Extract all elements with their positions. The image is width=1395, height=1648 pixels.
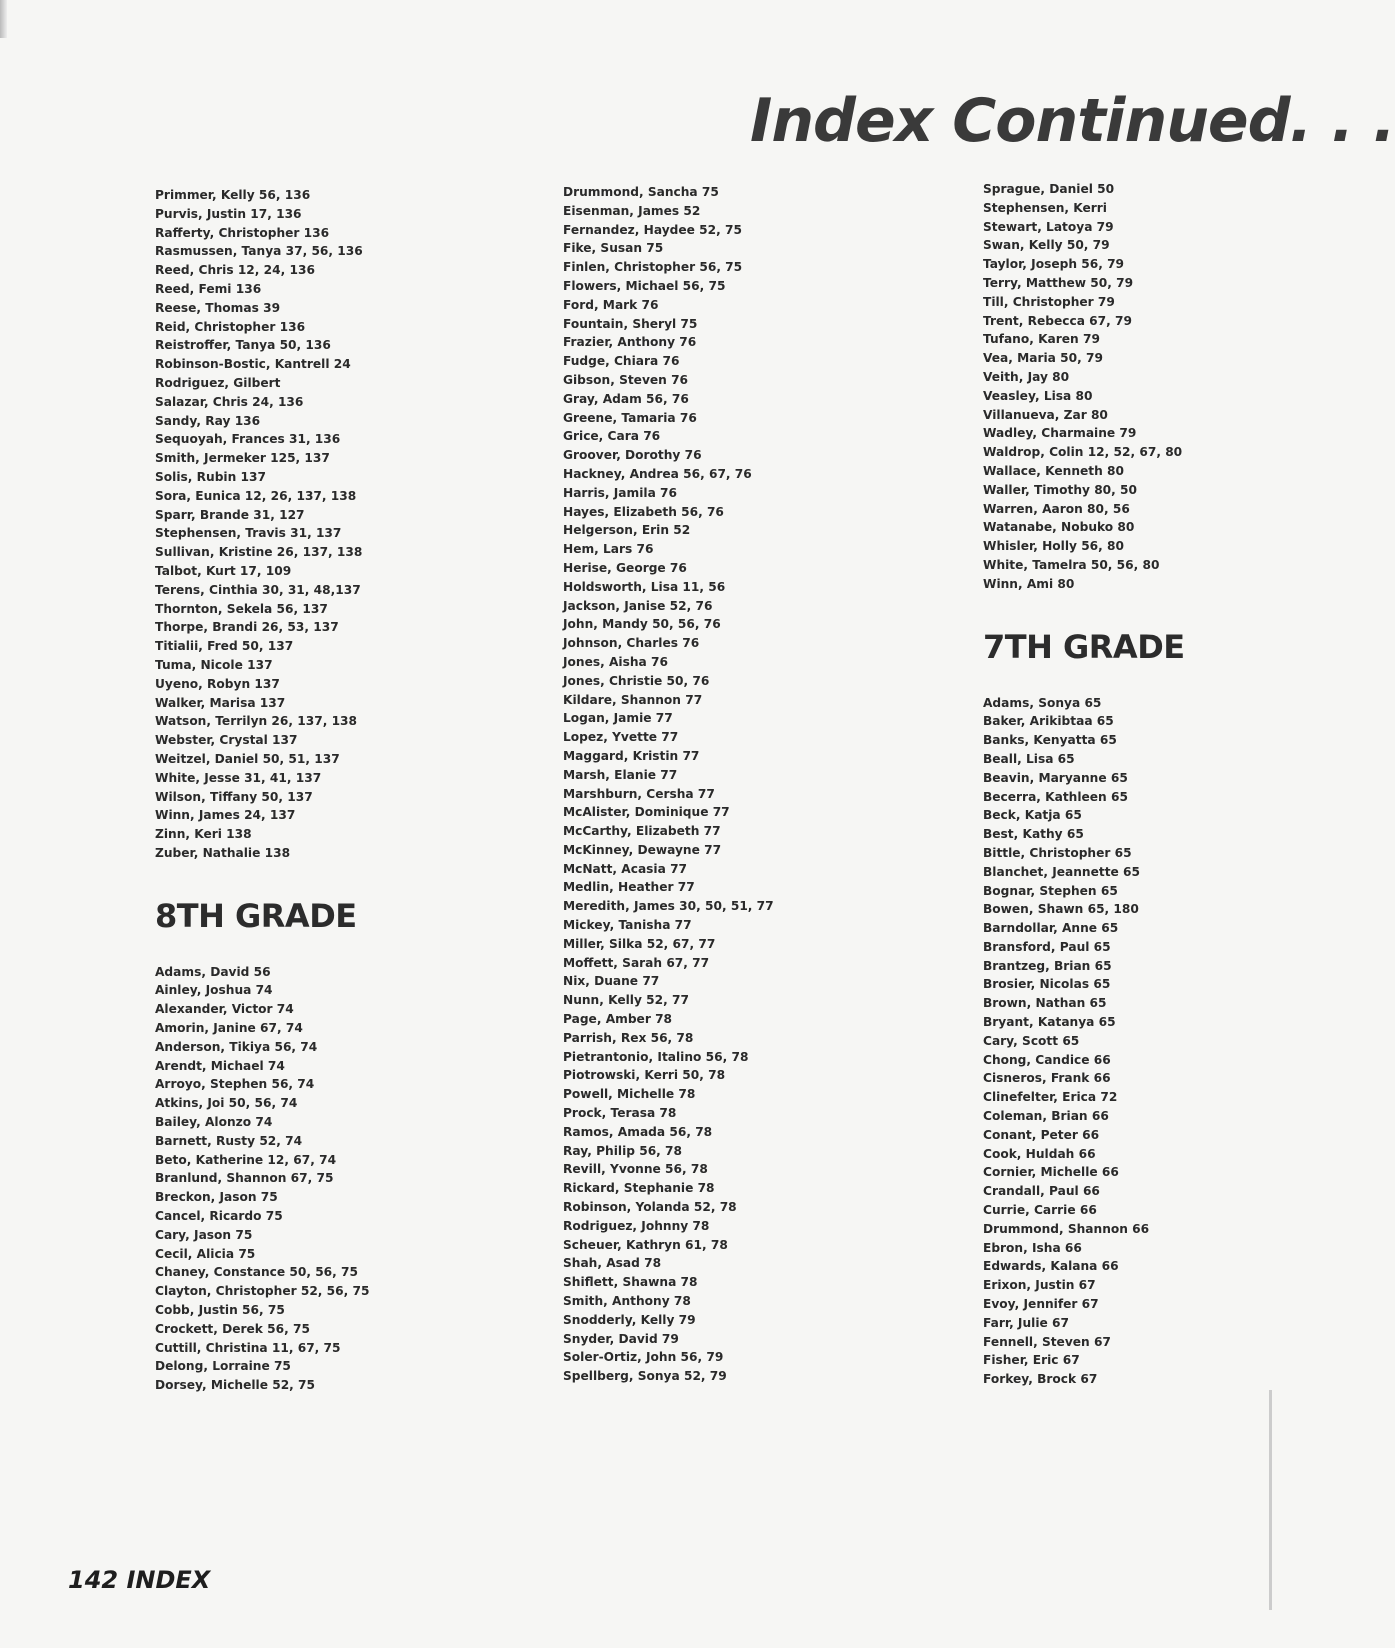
index-entry: Hayes, Elizabeth 56, 76 xyxy=(563,504,724,519)
index-list xyxy=(563,183,943,1386)
index-entry: Medlin, Heather 77 xyxy=(563,880,695,895)
index-entry: Stephensen, Kerri xyxy=(983,200,1107,215)
index-entry: Meredith, James 30, 50, 51, 77 xyxy=(563,899,774,914)
index-entry: Breckon, Jason 75 xyxy=(155,1190,278,1205)
scan-right-edge xyxy=(1269,1390,1272,1610)
index-entry: Helgerson, Erin 52 xyxy=(563,523,691,538)
index-entry: Johnson, Charles 76 xyxy=(563,636,700,651)
index-entry: Shiflett, Shawna 78 xyxy=(563,1275,698,1290)
index-entry: Sequoyah, Frances 31, 136 xyxy=(155,432,341,447)
index-entry: Hem, Lars 76 xyxy=(563,542,654,557)
index-entry: Edwards, Kalana 66 xyxy=(983,1259,1119,1274)
index-entry: Swan, Kelly 50, 79 xyxy=(983,238,1110,253)
index-entry: Currie, Carrie 66 xyxy=(983,1203,1097,1218)
index-entry: Prock, Terasa 78 xyxy=(563,1106,677,1121)
index-entry: Revill, Yvonne 56, 78 xyxy=(563,1162,708,1177)
index-entry: Gray, Adam 56, 76 xyxy=(563,391,689,406)
index-entry: Dorsey, Michelle 52, 75 xyxy=(155,1378,316,1393)
index-entry: Reese, Thomas 39 xyxy=(155,300,281,315)
index-entry: Terry, Matthew 50, 79 xyxy=(983,275,1134,290)
index-entry: Best, Kathy 65 xyxy=(983,827,1084,842)
index-entry: Evoy, Jennifer 67 xyxy=(983,1297,1099,1312)
index-entry: Scheuer, Kathryn 61, 78 xyxy=(563,1237,728,1252)
index-entry: Alexander, Victor 74 xyxy=(155,1002,294,1017)
index-entry: Cisneros, Frank 66 xyxy=(983,1071,1111,1086)
index-entry: Watson, Terrilyn 26, 137, 138 xyxy=(155,714,358,729)
page-folio: 142 INDEX xyxy=(68,1566,211,1594)
index-entry: Clinefelter, Erica 72 xyxy=(983,1090,1118,1105)
section-heading-8th-grade: 8TH GRADE xyxy=(155,896,357,935)
index-entry: Snodderly, Kelly 79 xyxy=(563,1312,696,1327)
index-list xyxy=(983,180,1363,594)
index-entry: Anderson, Tikiya 56, 74 xyxy=(155,1039,318,1054)
index-entry: Fennell, Steven 67 xyxy=(983,1334,1111,1349)
index-entry: Purvis, Justin 17, 136 xyxy=(155,206,302,221)
index-entry: Reid, Christopher 136 xyxy=(155,319,306,334)
index-entry: Atkins, Joi 50, 56, 74 xyxy=(155,1096,298,1111)
index-column-1 xyxy=(155,186,535,1395)
index-entry: Beto, Katherine 12, 67, 74 xyxy=(155,1152,337,1167)
index-entry: Forkey, Brock 67 xyxy=(983,1372,1098,1387)
index-entry: Winn, Ami 80 xyxy=(983,576,1075,591)
index-entry: Taylor, Joseph 56, 79 xyxy=(983,257,1125,272)
index-entry: Arendt, Michael 74 xyxy=(155,1058,285,1073)
index-entry: Becerra, Kathleen 65 xyxy=(983,789,1128,804)
index-entry: Drummond, Sancha 75 xyxy=(563,185,719,199)
index-entry: Veith, Jay 80 xyxy=(983,369,1070,384)
index-entry: Robinson-Bostic, Kantrell 24 xyxy=(155,357,351,372)
index-entry: Salazar, Chris 24, 136 xyxy=(155,394,304,409)
index-entry: Cecil, Alicia 75 xyxy=(155,1246,256,1261)
index-entry: Zuber, Nathalie 138 xyxy=(155,845,291,860)
index-entry: Sora, Eunica 12, 26, 137, 138 xyxy=(155,488,357,503)
index-entry: Amorin, Janine 67, 74 xyxy=(155,1021,303,1036)
index-entry: Rasmussen, Tanya 37, 56, 136 xyxy=(155,244,363,259)
index-entry: Powell, Michelle 78 xyxy=(563,1087,696,1102)
index-entry: Bransford, Paul 65 xyxy=(983,939,1111,954)
index-list-8th-grade xyxy=(155,963,535,1395)
index-entry: Piotrowski, Kerri 50, 78 xyxy=(563,1068,726,1083)
index-entry: Rodriguez, Gilbert xyxy=(155,375,281,390)
index-entry: Herise, George 76 xyxy=(563,560,687,575)
index-entry: Warren, Aaron 80, 56 xyxy=(983,501,1130,516)
index-entry: Vea, Maria 50, 79 xyxy=(983,351,1103,366)
index-entry: Ford, Mark 76 xyxy=(563,297,659,312)
index-entry: Pietrantonio, Italino 56, 78 xyxy=(563,1049,749,1064)
index-entry: Waldrop, Colin 12, 52, 67, 80 xyxy=(983,445,1183,460)
index-entry: Crandall, Paul 66 xyxy=(983,1184,1100,1199)
index-entry: Titialii, Fred 50, 137 xyxy=(155,639,294,654)
index-entry: Beck, Katja 65 xyxy=(983,808,1082,823)
index-entry: Flowers, Michael 56, 75 xyxy=(563,278,726,293)
index-entry: Fike, Susan 75 xyxy=(563,241,664,256)
index-entry: Groover, Dorothy 76 xyxy=(563,448,702,463)
index-entry: Arroyo, Stephen 56, 74 xyxy=(155,1077,315,1092)
index-entry: Spellberg, Sonya 52, 79 xyxy=(563,1369,727,1384)
index-entry: Delong, Lorraine 75 xyxy=(155,1359,291,1374)
index-entry: Clayton, Christopher 52, 56, 75 xyxy=(155,1284,370,1299)
index-entry: Ramos, Amada 56, 78 xyxy=(563,1124,713,1139)
index-entry: Weitzel, Daniel 50, 51, 137 xyxy=(155,751,340,766)
index-entry: Cancel, Ricardo 75 xyxy=(155,1209,283,1224)
index-entry: Wilson, Tiffany 50, 137 xyxy=(155,789,313,804)
index-entry: Crockett, Derek 56, 75 xyxy=(155,1321,310,1336)
index-entry: Baker, Arikibtaa 65 xyxy=(983,714,1114,729)
index-entry: Adams, Sonya 65 xyxy=(983,695,1102,710)
index-entry: Logan, Jamie 77 xyxy=(563,711,673,726)
index-entry: Primmer, Kelly 56, 136 xyxy=(155,188,311,202)
index-entry: Moffett, Sarah 67, 77 xyxy=(563,955,710,970)
index-entry: Sprague, Daniel 50 xyxy=(983,182,1115,196)
index-entry: Branlund, Shannon 67, 75 xyxy=(155,1171,334,1186)
index-entry: Veasley, Lisa 80 xyxy=(983,388,1093,403)
index-entry: Fudge, Chiara 76 xyxy=(563,354,680,369)
index-entry: Page, Amber 78 xyxy=(563,1012,673,1027)
index-entry: Grice, Cara 76 xyxy=(563,429,661,444)
index-entry: Cuttill, Christina 11, 67, 75 xyxy=(155,1340,341,1355)
index-entry: Bittle, Christopher 65 xyxy=(983,845,1132,860)
index-entry: Winn, James 24, 137 xyxy=(155,808,296,823)
index-entry: Holdsworth, Lisa 11, 56 xyxy=(563,579,726,594)
index-entry: Sparr, Brande 31, 127 xyxy=(155,507,305,522)
index-entry: Banks, Kenyatta 65 xyxy=(983,733,1117,748)
index-entry: Chaney, Constance 50, 56, 75 xyxy=(155,1265,358,1280)
index-entry: Maggard, Kristin 77 xyxy=(563,748,700,763)
index-entry: Nunn, Kelly 52, 77 xyxy=(563,993,689,1008)
index-entry: Jones, Christie 50, 76 xyxy=(563,673,710,688)
index-entry: Rickard, Stephanie 78 xyxy=(563,1181,715,1196)
index-entry: Terens, Cinthia 30, 31, 48,137 xyxy=(155,582,361,597)
index-entry: Marsh, Elanie 77 xyxy=(563,767,678,782)
index-entry: Barndollar, Anne 65 xyxy=(983,921,1119,936)
index-entry: Bognar, Stephen 65 xyxy=(983,883,1118,898)
index-entry: Finlen, Christopher 56, 75 xyxy=(563,260,743,275)
index-entry: John, Mandy 50, 56, 76 xyxy=(563,617,721,632)
index-entry: White, Tamelra 50, 56, 80 xyxy=(983,557,1160,572)
index-entry: Wadley, Charmaine 79 xyxy=(983,426,1137,441)
index-entry: Webster, Crystal 137 xyxy=(155,733,298,748)
index-entry: Rodriguez, Johnny 78 xyxy=(563,1218,710,1233)
index-entry: Cook, Huldah 66 xyxy=(983,1146,1096,1161)
index-entry: Reed, Femi 136 xyxy=(155,281,262,296)
index-entry: Conant, Peter 66 xyxy=(983,1127,1100,1142)
index-entry: Brantzeg, Brian 65 xyxy=(983,958,1112,973)
index-entry: McAlister, Dominique 77 xyxy=(563,805,730,820)
index-entry: Cary, Scott 65 xyxy=(983,1033,1080,1048)
index-entry: Rafferty, Christopher 136 xyxy=(155,225,330,240)
index-entry: Snyder, David 79 xyxy=(563,1331,679,1346)
index-entry: Uyeno, Robyn 137 xyxy=(155,676,280,691)
index-entry: Cornier, Michelle 66 xyxy=(983,1165,1119,1180)
index-entry: Miller, Silka 52, 67, 77 xyxy=(563,936,716,951)
index-entry: Farr, Julie 67 xyxy=(983,1315,1069,1330)
index-list xyxy=(155,186,535,863)
index-entry: Fountain, Sheryl 75 xyxy=(563,316,698,331)
index-entry: Bailey, Alonzo 74 xyxy=(155,1115,273,1130)
index-entry: McNatt, Acasia 77 xyxy=(563,861,688,876)
index-entry: Eisenman, James 52 xyxy=(563,203,701,218)
index-entry: Zinn, Keri 138 xyxy=(155,827,252,842)
index-column-3 xyxy=(983,180,1363,1389)
index-entry: Tufano, Karen 79 xyxy=(983,332,1100,347)
index-entry: Till, Christopher 79 xyxy=(983,294,1115,309)
index-entry: Jones, Aisha 76 xyxy=(563,654,668,669)
index-list-7th-grade xyxy=(983,694,1363,1389)
index-entry: Ebron, Isha 66 xyxy=(983,1240,1082,1255)
index-entry: Fisher, Eric 67 xyxy=(983,1353,1080,1368)
index-entry: Thorpe, Brandi 26, 53, 137 xyxy=(155,620,339,635)
index-entry: Gibson, Steven 76 xyxy=(563,372,689,387)
index-entry: Trent, Rebecca 67, 79 xyxy=(983,313,1132,328)
index-entry: Nix, Duane 77 xyxy=(563,974,660,989)
index-entry: Greene, Tamaria 76 xyxy=(563,410,697,425)
index-entry: Wallace, Kenneth 80 xyxy=(983,463,1124,478)
index-entry: Solis, Rubin 137 xyxy=(155,469,266,484)
index-entry: Brown, Nathan 65 xyxy=(983,996,1107,1011)
index-entry: Reed, Chris 12, 24, 136 xyxy=(155,263,315,278)
index-entry: Beavin, Maryanne 65 xyxy=(983,770,1128,785)
index-entry: Robinson, Yolanda 52, 78 xyxy=(563,1200,737,1215)
index-entry: Soler-Ortiz, John 56, 79 xyxy=(563,1350,724,1365)
index-entry: Chong, Candice 66 xyxy=(983,1052,1111,1067)
index-entry: White, Jesse 31, 41, 137 xyxy=(155,770,322,785)
scan-edge-mark xyxy=(0,0,7,38)
index-entry: Coleman, Brian 66 xyxy=(983,1109,1109,1124)
index-entry: Sandy, Ray 136 xyxy=(155,413,261,428)
index-entry: Walker, Marisa 137 xyxy=(155,695,286,710)
page-title: Index Continued. . . xyxy=(750,86,1395,156)
index-entry: Cobb, Justin 56, 75 xyxy=(155,1303,285,1318)
index-entry: Mickey, Tanisha 77 xyxy=(563,918,692,933)
index-entry: Smith, Anthony 78 xyxy=(563,1294,691,1309)
index-entry: Bowen, Shawn 65, 180 xyxy=(983,902,1139,917)
index-entry: Thornton, Sekela 56, 137 xyxy=(155,601,328,616)
index-entry: Kildare, Shannon 77 xyxy=(563,692,703,707)
index-column-2 xyxy=(563,183,943,1386)
index-entry: Erixon, Justin 67 xyxy=(983,1278,1096,1293)
index-entry: Parrish, Rex 56, 78 xyxy=(563,1030,694,1045)
index-entry: Talbot, Kurt 17, 109 xyxy=(155,563,292,578)
index-entry: Stewart, Latoya 79 xyxy=(983,219,1114,234)
index-entry: Brosier, Nicolas 65 xyxy=(983,977,1111,992)
index-entry: Beall, Lisa 65 xyxy=(983,751,1075,766)
index-entry: Jackson, Janise 52, 76 xyxy=(563,598,713,613)
index-entry: Watanabe, Nobuko 80 xyxy=(983,520,1135,535)
index-entry: McCarthy, Elizabeth 77 xyxy=(563,824,721,839)
section-heading-7th-grade: 7TH GRADE xyxy=(983,627,1185,666)
index-entry: Ray, Philip 56, 78 xyxy=(563,1143,683,1158)
index-entry: Cary, Jason 75 xyxy=(155,1227,253,1242)
index-entry: Waller, Timothy 80, 50 xyxy=(983,482,1137,497)
index-entry: Barnett, Rusty 52, 74 xyxy=(155,1133,303,1148)
index-entry: McKinney, Dewayne 77 xyxy=(563,842,722,857)
index-entry: Sullivan, Kristine 26, 137, 138 xyxy=(155,545,363,560)
index-entry: Smith, Jermeker 125, 137 xyxy=(155,451,330,466)
index-entry: Villanueva, Zar 80 xyxy=(983,407,1108,422)
index-entry: Reistroffer, Tanya 50, 136 xyxy=(155,338,331,353)
index-entry: Drummond, Shannon 66 xyxy=(983,1221,1150,1236)
index-entry: Marshburn, Cersha 77 xyxy=(563,786,715,801)
index-entry: Lopez, Yvette 77 xyxy=(563,730,679,745)
index-entry: Tuma, Nicole 137 xyxy=(155,657,273,672)
index-entry: Ainley, Joshua 74 xyxy=(155,983,273,998)
index-entry: Frazier, Anthony 76 xyxy=(563,335,697,350)
index-entry: Stephensen, Travis 31, 137 xyxy=(155,526,342,541)
index-entry: Hackney, Andrea 56, 67, 76 xyxy=(563,466,752,481)
index-entry: Bryant, Katanya 65 xyxy=(983,1015,1116,1030)
index-entry: Fernandez, Haydee 52, 75 xyxy=(563,222,742,237)
index-entry: Shah, Asad 78 xyxy=(563,1256,662,1271)
index-entry: Adams, David 56 xyxy=(155,964,271,979)
index-entry: Whisler, Holly 56, 80 xyxy=(983,539,1124,554)
index-entry: Harris, Jamila 76 xyxy=(563,485,677,500)
index-entry: Blanchet, Jeannette 65 xyxy=(983,864,1140,879)
